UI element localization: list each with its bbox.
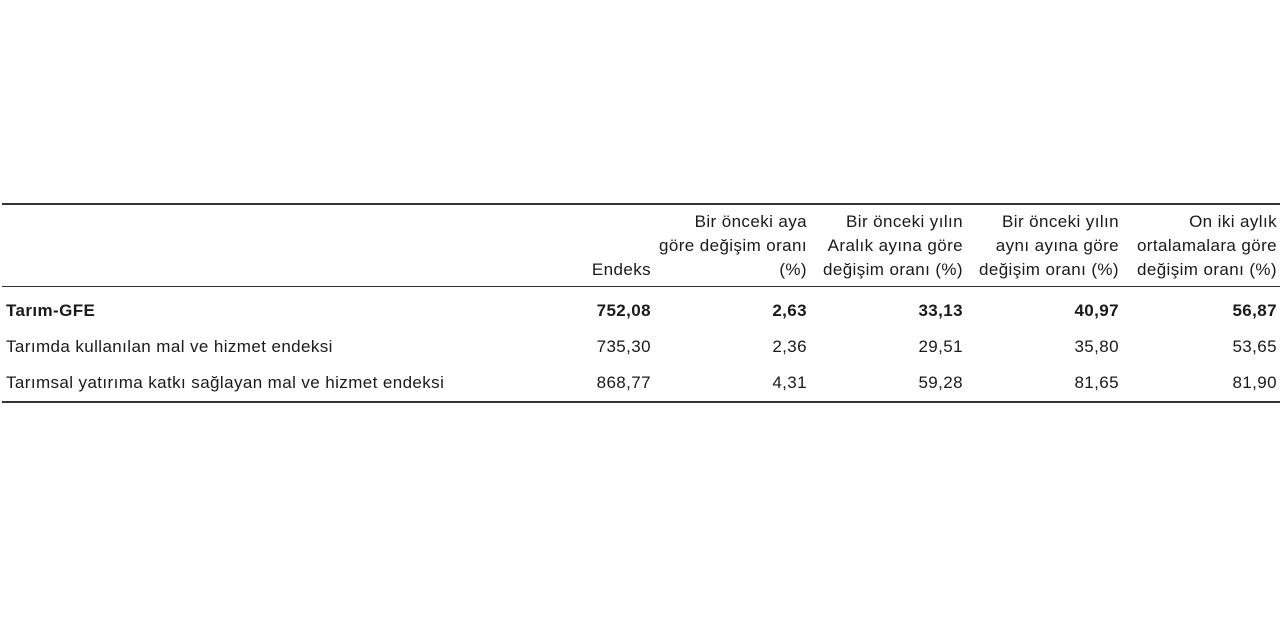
- cell-december-change: 59,28: [918, 373, 963, 392]
- header-endeks: Endeks: [591, 260, 651, 279]
- price-index-table: [2, 203, 1280, 403]
- cell-twelve-month-average-change: 56,87: [1232, 301, 1277, 320]
- header-december-change: Bir önceki yılın Aralık ayına göre değişim oranı (%): [822, 212, 963, 279]
- header-annual-change: Bir önceki yılın aynı ayına göre değişim oranı (%): [978, 212, 1119, 279]
- row-label: Tarımda kullanılan mal ve hizmet endeksi: [6, 337, 333, 356]
- cell-annual-change: 40,97: [1074, 301, 1119, 320]
- cell-endeks: 868,77: [596, 373, 651, 392]
- cell-annual-change: 35,80: [1074, 337, 1119, 356]
- header-twelve-month-average-change: On iki aylık ortalamalara göre değişim oranı (%): [1136, 212, 1277, 279]
- cell-december-change: 33,13: [918, 301, 963, 320]
- table-header-row: [2, 204, 1280, 287]
- table-row: [2, 287, 1280, 330]
- cell-twelve-month-average-change: 81,90: [1232, 373, 1277, 392]
- cell-endeks: 752,08: [596, 301, 651, 320]
- cell-monthly-change: 2,63: [772, 301, 807, 320]
- row-label: Tarımsal yatırıma katkı sağlayan mal ve hizmet endeksi: [6, 373, 445, 392]
- table-row: [2, 365, 1280, 402]
- index-table-container: [2, 203, 1280, 403]
- header-label-column: [2, 204, 560, 287]
- cell-monthly-change: 4,31: [772, 373, 807, 392]
- table-row: [2, 329, 1280, 365]
- cell-endeks: 735,30: [596, 337, 651, 356]
- cell-monthly-change: 2,36: [772, 337, 807, 356]
- cell-annual-change: 81,65: [1074, 373, 1119, 392]
- cell-december-change: 29,51: [918, 337, 963, 356]
- cell-twelve-month-average-change: 53,65: [1232, 337, 1277, 356]
- header-monthly-change: Bir önceki aya göre değişim oranı (%): [659, 212, 807, 279]
- row-label: Tarım-GFE: [6, 301, 96, 320]
